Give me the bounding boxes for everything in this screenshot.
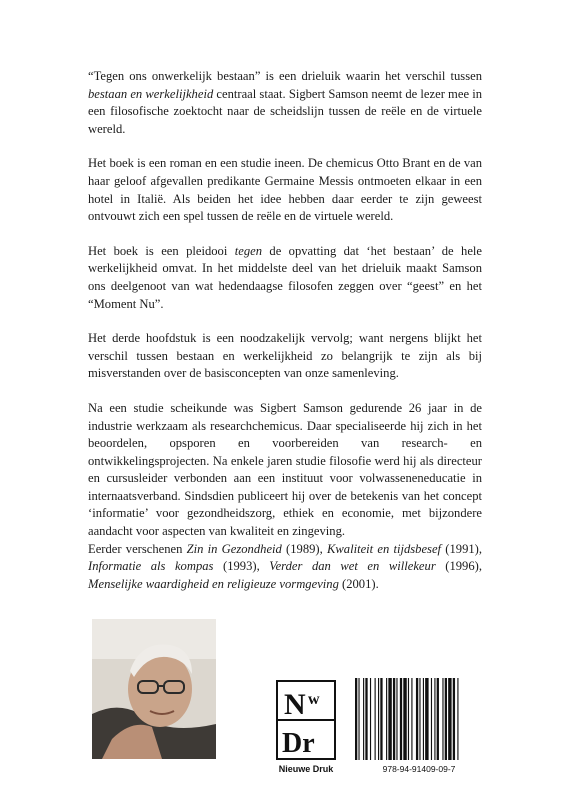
barcode-bar xyxy=(431,678,432,760)
barcode-bar xyxy=(370,678,371,760)
barcode-bar xyxy=(408,678,409,760)
barcode-bar xyxy=(425,678,428,760)
barcode-bar xyxy=(358,678,359,760)
barcode-bar xyxy=(380,678,382,760)
barcode-bar xyxy=(442,678,443,760)
barcode-bar xyxy=(437,678,439,760)
barcode-bar xyxy=(378,678,379,760)
svg-text:Dr: Dr xyxy=(282,728,315,758)
barcode-bar xyxy=(416,678,418,760)
barcode-bar xyxy=(457,678,458,760)
barcode-bar xyxy=(423,678,424,760)
paragraph-intro: “Tegen ons onwerkelijk bestaan” is een drieluik waarin het verschil tussen bestaan en werkelijkheid centraal staat. Sigbert Samson neemt de lezer mee in een filosofische zoektocht naar de scheidslijn tussen de reële en de virtuele wereld. xyxy=(88,69,482,136)
barcode-bar xyxy=(355,678,357,760)
paragraph-author-bio: Na een studie scheikunde was Sigbert Samson gedurende 26 jaar in de industrie werkzaam als researchchemicus. Daar specialiseerde hij zich in het beoordelen, opsporen en voorbereiden van research- en ontwikkelingsprojecten. Na enkele jaren studie filosofie werd hij als directeur en cursusleider verbonden aan een instituut voor volwasseneneducatie in internaatsverband. Sindsdien publiceert hij over de betekenis van het concept ‘informatie’ voor gezondheidszorg, ethiek en economie, met bijzondere aandacht voor aspecten van kwaliteit en zingeving. xyxy=(88,400,482,539)
barcode-bar xyxy=(400,678,402,760)
barcode-bar xyxy=(365,678,367,760)
barcode-bar xyxy=(434,678,435,760)
barcode-bar xyxy=(403,678,406,760)
barcode-bar xyxy=(445,678,447,760)
barcode-bar xyxy=(388,678,391,760)
svg-text:N: N xyxy=(284,688,306,721)
barcode-bar xyxy=(375,678,376,760)
paragraph-previous-works: Eerder verschenen Zin in Gezondheid (1989), Kwaliteit en tijdsbesef (1991), Informatie als kompas (1993), Verder dan wet en willekeur (1996), Menselijke waardigheid en religieuze vormgeving (2001). xyxy=(88,541,483,591)
barcode-bar xyxy=(393,678,395,760)
svg-text:w: w xyxy=(308,691,320,708)
author-portrait-illustration xyxy=(92,619,216,759)
nieuwe-druk-logo-mark xyxy=(278,682,334,758)
barcode-bar xyxy=(386,678,387,760)
barcode-bar xyxy=(419,678,420,760)
isbn-barcode xyxy=(355,678,483,760)
barcode-bar xyxy=(396,678,397,760)
barcode-bar xyxy=(411,678,412,760)
paragraph-story: Het boek is een roman en een studie ineen. De chemicus Otto Brant en de van haar geloof afgevallen predikante Germaine Messis ontmoeten elkaar in een hotel in Italië. Als beiden het idee hebben daar eerder te zijn geweest ontvouwt zich een spel tussen de reële en de virtuele wereld. xyxy=(88,156,482,224)
isbn-number: 978-94-91409-09-7 xyxy=(382,764,456,774)
barcode-bar xyxy=(448,678,451,760)
barcode-bar xyxy=(363,678,364,760)
paragraph-plea: Het boek is een pleidooi tegen de opvatting dat ‘het bestaan’ de hele werkelijkheid omvat. In het middelste deel van het drieluik maakt Samson ons deelgenoot van wat hedendaagse filosofen zeggen over “geest” en het “Moment Nu”. xyxy=(88,243,482,311)
barcode-bar xyxy=(453,678,455,760)
back-cover-text xyxy=(88,68,482,593)
publisher-name: Nieuwe Druk xyxy=(278,764,334,774)
paragraph-third-chapter: Het derde hoofdstuk is een noodzakelijk vervolg; want nergens blijkt het verschil tussen bestaan en werkelijkheid zo belangrijk te zijn als bij misverstanden over de basisconcepten van onze samenleving. xyxy=(88,331,482,381)
publisher-logo xyxy=(276,680,336,760)
author-photo xyxy=(92,619,216,759)
